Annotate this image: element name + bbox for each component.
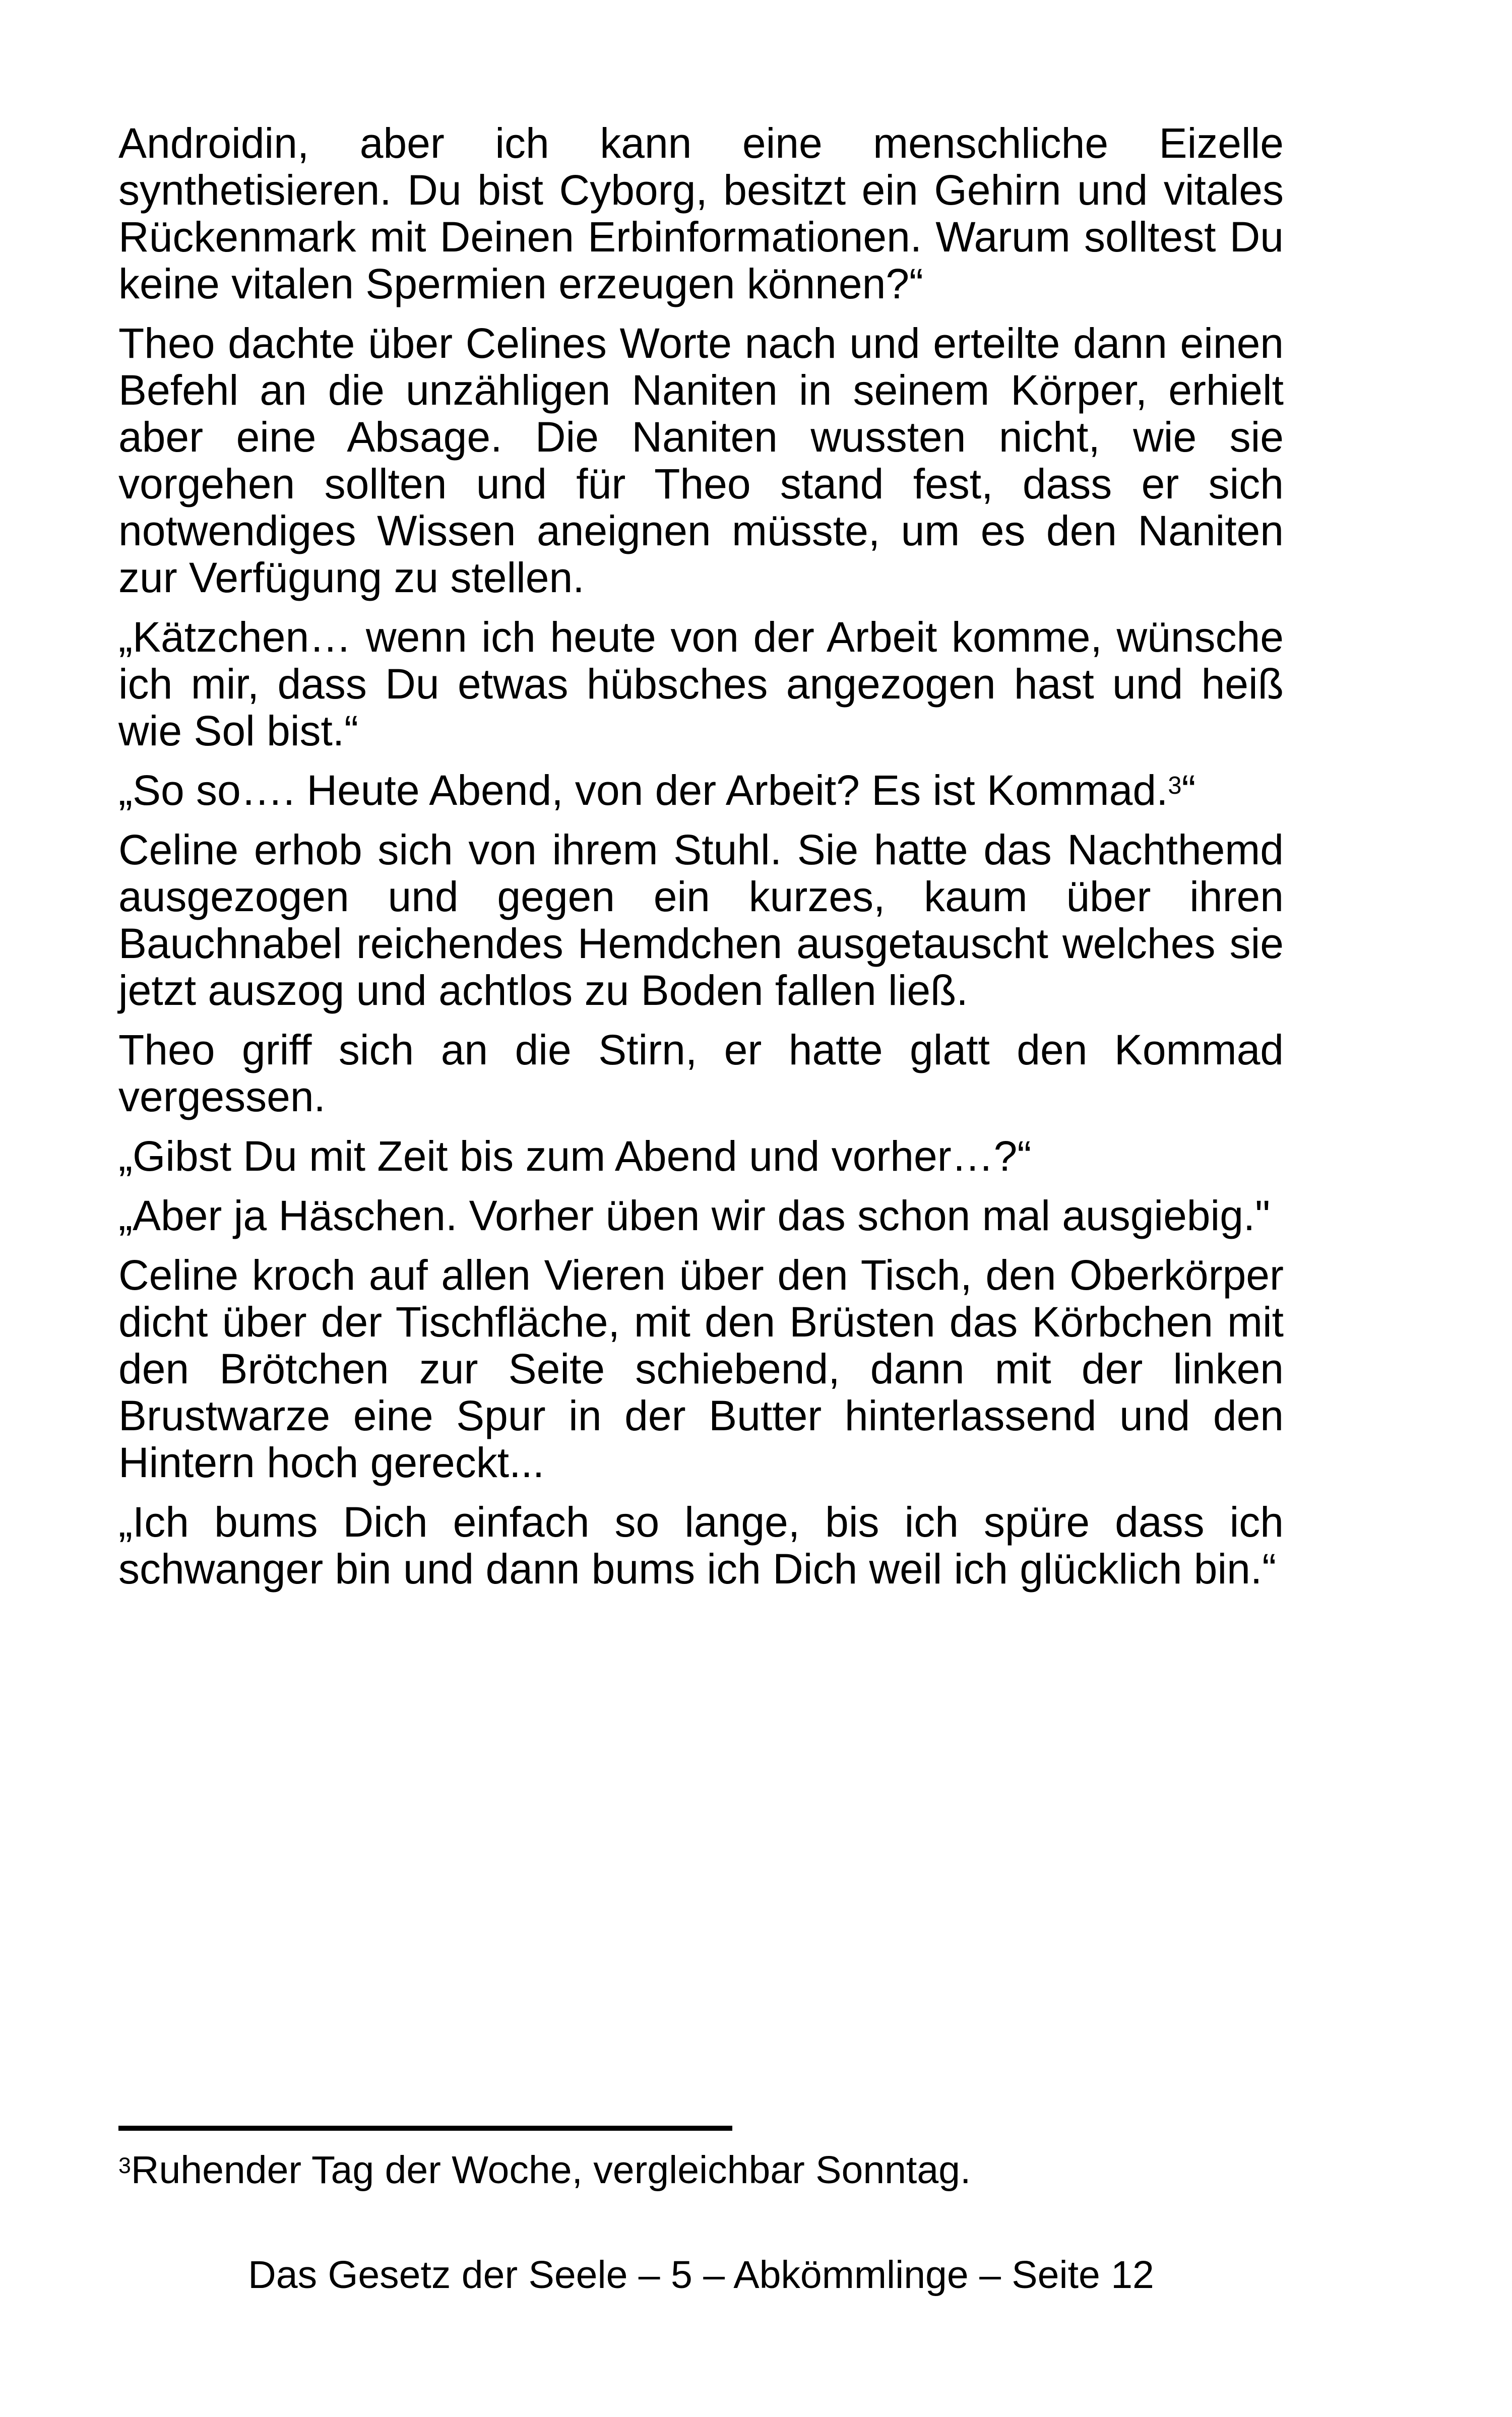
paragraph-text: „Aber ja Häschen. Vorher üben wir das schon mal ausgiebig." xyxy=(118,1192,1271,1239)
footnote-text: Ruhender Tag der Woche, vergleichbar Sonntag. xyxy=(131,2148,971,2192)
page-footer xyxy=(118,2253,1284,2297)
paragraph-text: Theo dachte über Celines Worte nach und erteilte dann einen Befehl an die unzähligen Naniten in seinem Körper, erhielt aber eine Absage. Die Naniten wussten nicht, wie sie vorgehen sollten und für Theo stand fest, dass er sich notwendiges Wissen aneignen müsste, um es den Naniten zur Verfügung zu stellen. xyxy=(118,320,1284,601)
paragraph-text: Celine erhob sich von ihrem Stuhl. Sie hatte das Nachthemd ausgezogen und gegen ein kurzes, kaum über ihren Bauchnabel reichendes Hemdchen ausgetauscht welches sie jetzt auszog und achtlos zu Boden fallen ließ. xyxy=(118,826,1284,1014)
footnote-separator-rule xyxy=(118,2126,732,2131)
paragraph xyxy=(118,320,1284,601)
footer-text: Das Gesetz der Seele – 5 – Abkömmlinge – Seite 12 xyxy=(248,2253,1154,2297)
paragraph xyxy=(118,1133,1284,1180)
paragraph xyxy=(118,767,1284,814)
paragraph xyxy=(118,1252,1284,1486)
paragraph-text: „Gibst Du mit Zeit bis zum Abend und vorher…?“ xyxy=(118,1132,1032,1180)
paragraph-text: “ xyxy=(1181,767,1196,814)
paragraph-text: „So so…. Heute Abend, von der Arbeit? Es ist Kommad. xyxy=(118,767,1168,814)
paragraph-text: Theo griff sich an die Stirn, er hatte glatt den Kommad vergessen. xyxy=(118,1026,1284,1120)
paragraph xyxy=(118,1027,1284,1120)
page-body xyxy=(118,120,1284,1605)
paragraph-text: Androidin, aber ich kann eine menschliche Eizelle synthetisieren. Du bist Cyborg, besitzt ein Gehirn und vitales Rückenmark mit Deinen Erbinformationen. Warum solltest Du keine vitalen Spermien erzeugen können?“ xyxy=(118,119,1284,307)
paragraph-text: Celine kroch auf allen Vieren über den Tisch, den Oberkörper dicht über der Tischfläche, mit den Brüsten das Körbchen mit den Brötchen zur Seite schiebend, dann mit der linken Brustwarze eine Spur in der Butter hinterlassend und den Hintern hoch gereckt... xyxy=(118,1251,1284,1486)
paragraph xyxy=(118,1192,1284,1239)
paragraph-text: „Kätzchen… wenn ich heute von der Arbeit komme, wünsche ich mir, dass Du etwas hübsches angezogen hast und heiß wie Sol bist.“ xyxy=(118,613,1284,754)
paragraph xyxy=(118,120,1284,307)
paragraph xyxy=(118,614,1284,754)
paragraph xyxy=(118,1499,1284,1593)
paragraph xyxy=(118,826,1284,1014)
footnote xyxy=(118,2148,1284,2192)
footnote-reference-superscript: 3 xyxy=(1168,772,1182,800)
footnote-marker: 3 xyxy=(118,2153,131,2178)
paragraph-text: „Ich bums Dich einfach so lange, bis ich spüre dass ich schwanger bin und dann bums ich Dich weil ich glücklich bin.“ xyxy=(118,1498,1284,1593)
